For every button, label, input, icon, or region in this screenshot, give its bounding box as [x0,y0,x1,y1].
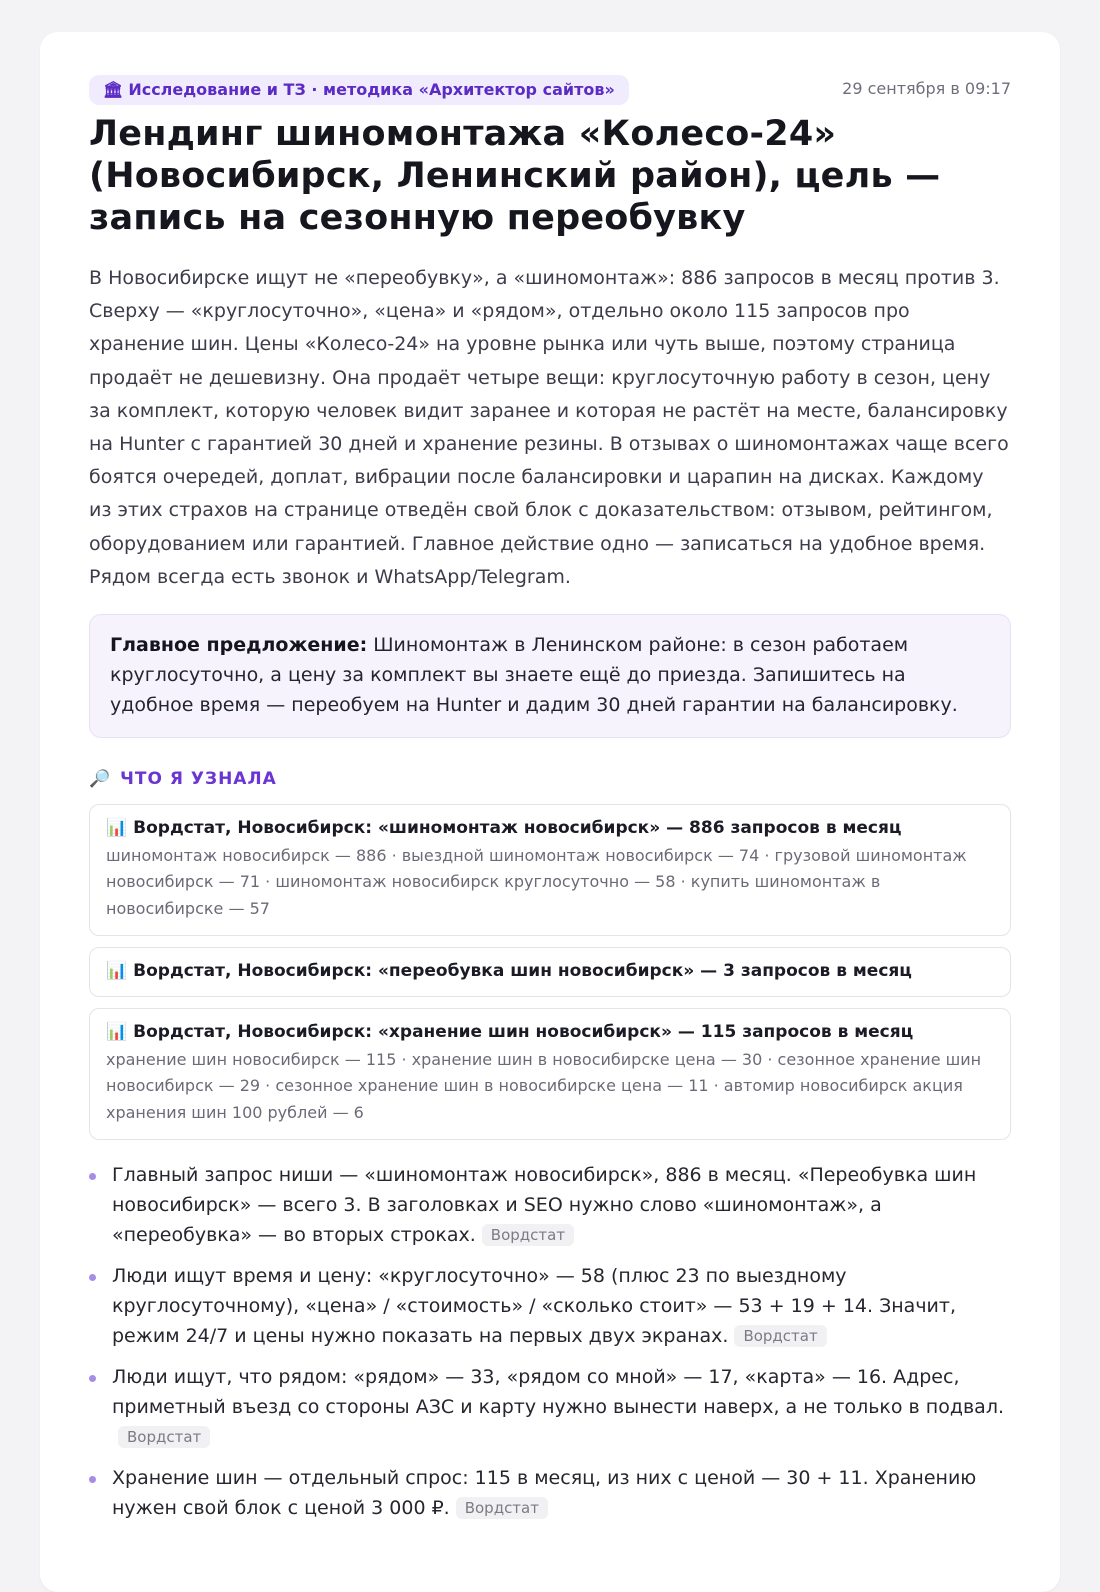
list-item [89,1362,1011,1452]
list-item [89,1160,1011,1250]
bar-chart-icon: 📊 [106,1021,128,1042]
museum-icon: 🏛 [103,80,124,99]
bullet-dot-icon [89,1375,96,1382]
bullet-dot-icon [89,1173,96,1180]
main-offer-box [89,614,1011,738]
source-badge: Вордстат [118,1426,210,1448]
source-card-title [106,1020,994,1044]
magnifier-icon: 🔎 [89,769,111,790]
source-card-title-text: Вордстат, Новосибирск: «шиномонтаж новосибирск» — 886 запросов в месяц [133,818,902,839]
article-content [89,75,1011,1534]
finding-text: Главный запрос ниши — «шиномонтаж новосибирск», 886 в месяц. «Переобувка шин новосибирск» — всего 3. В заголовках и SEO нужно слово «шиномонтаж», а «переобувка» — во вторых строках. [112,1163,977,1246]
source-card-title [106,959,994,983]
category-tag[interactable] [89,75,629,105]
publish-date: 29 сентября в 09:17 [842,79,1011,98]
source-card-queries: шиномонтаж новосибирск — 886 · выездной шиномонтаж новосибирск — 74 · грузовой шиномонтаж новосибирск — 71 · шиномонтаж новосибирск круглосуточно — 58 · купить шиномонтаж в новосибирске — 57 [106,846,967,918]
bullet-dot-icon [89,1476,96,1483]
finding-text: Хранение шин — отдельный спрос: 115 в месяц, из них с ценой — 30 + 11. Хранению нужен свой блок с ценой 3 000 ₽. [112,1466,977,1519]
finding-text: Люди ищут, что рядом: «рядом» — 33, «рядом со мной» — 17, «карта» — 16. Адрес, приметный въезд со стороны АЗС и карту нужно вынести наверх, а не только в подвал. [112,1365,1004,1418]
finding-text: Люди ищут время и цену: «круглосуточно» — 58 (плюс 23 по выездному круглосуточному), «цена» / «стоимость» / «сколько стоит» — 53 + 19 + 14. Значит, режим 24/7 и цены нужно показать на первых двух экранах. [112,1264,957,1347]
source-card-title-text: Вордстат, Новосибирск: «хранение шин новосибирск» — 115 запросов в месяц [133,1021,914,1042]
source-badge: Вордстат [482,1224,574,1246]
intro-paragraph: В Новосибирске ищут не «переобувку», а «шиномонтаж»: 886 запросов в месяц против 3. Сверху — «круглосуточно», «цена» и «рядом», отдельно около 115 запросов про хранение шин. Цены «Колесо-24» на уровне рынка или чуть выше, поэтому страница продаёт не дешевизну. Она продаёт четыре вещи: круглосуточную работу в сезон, цену за комплект, которую человек видит заранее и которая не растёт на месте, балансировку на Hunter с гарантией 30 дней и хранение резины. В отзывах о шиномонтажах чаще всего боятся очередей, доплат, вибрации после балансировки и царапин на дисках. Каждому из этих страхов на странице отведён свой блок с доказательством: отзывом, рейтингом, оборудованием или гарантией. Главное действие одно — записаться на удобное время. Рядом всегда есть звонок и WhatsApp/Telegram. [89,267,1009,588]
source-card [89,804,1011,936]
article-card [40,32,1060,1592]
source-card-title [106,816,994,840]
category-tag-label: Исследование и ТЗ · методика «Архитектор сайтов» [128,80,615,99]
article-meta [89,75,1011,105]
page-title: Лендинг шиномонтажа «Колесо-24» (Новосибирск, Ленинский район), цель — запись на сезонную переобувку [89,114,941,238]
source-card-title-text: Вордстат, Новосибирск: «переобувка шин новосибирск» — 3 запросов в месяц [133,960,912,981]
list-item [89,1261,1011,1351]
findings-heading [89,768,1011,790]
source-card [89,1008,1011,1140]
findings-list [89,1160,1011,1523]
main-offer-label: Главное предложение: [110,634,368,657]
bar-chart-icon: 📊 [106,818,128,839]
source-badge: Вордстат [734,1325,826,1347]
source-card-queries: хранение шин новосибирск — 115 · хранение шин в новосибирске цена — 30 · сезонное хранение шин новосибирск — 29 · сезонное хранение шин в новосибирске цена — 11 · автомир новосибирск акция хранения шин 100 рублей — 6 [106,1049,982,1122]
bullet-dot-icon [89,1274,96,1281]
source-card [89,947,1011,997]
main-offer-text: Шиномонтаж в Ленинском районе: в сезон работаем круглосуточно, а цену за комплект вы знаете ещё до приезда. Запишитесь на удобное время — переобуем на Hunter и дадим 30 дней гарантии на балансировку. [110,634,958,717]
bar-chart-icon: 📊 [106,960,128,981]
findings-heading-label: ЧТО Я УЗНАЛА [120,769,277,790]
source-badge: Вордстат [456,1497,548,1519]
list-item [89,1463,1011,1523]
